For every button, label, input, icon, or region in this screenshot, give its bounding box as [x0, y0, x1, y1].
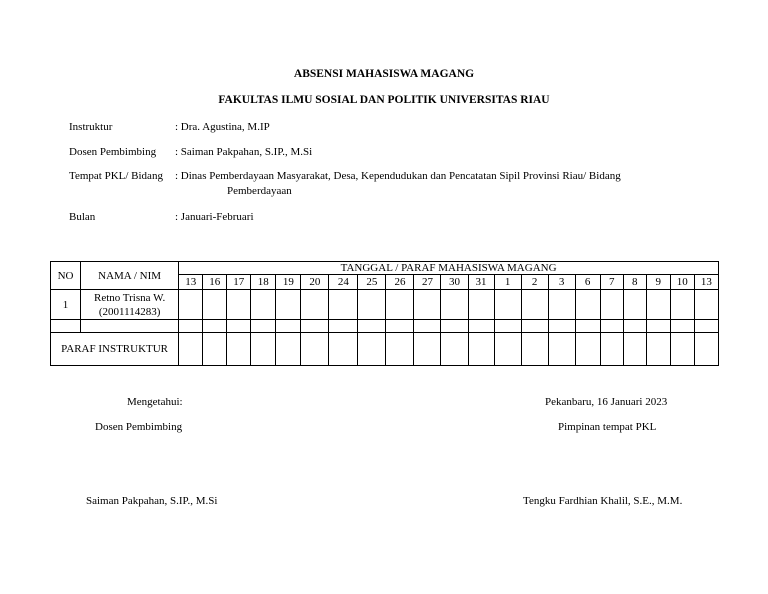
- row-no: 1: [51, 290, 81, 320]
- attendance-cell[interactable]: [276, 333, 301, 366]
- attendance-cell[interactable]: [203, 320, 227, 333]
- attendance-cell[interactable]: [203, 290, 227, 320]
- info-label: Tempat PKL/ Bidang: [69, 170, 163, 182]
- attendance-cell[interactable]: [414, 333, 441, 366]
- attendance-cell[interactable]: [646, 320, 670, 333]
- attendance-cell[interactable]: [179, 333, 203, 366]
- attendance-table: [50, 261, 719, 366]
- date-header-cell: 19: [276, 275, 301, 290]
- date-header-cell: 9: [646, 275, 670, 290]
- attendance-cell[interactable]: [623, 290, 646, 320]
- attendance-cell[interactable]: [521, 320, 548, 333]
- date-header-cell: 2: [521, 275, 548, 290]
- attendance-cell[interactable]: [670, 290, 694, 320]
- attendance-cell[interactable]: [441, 320, 468, 333]
- attendance-cell[interactable]: [386, 333, 414, 366]
- date-header-cell: 20: [301, 275, 329, 290]
- attendance-cell[interactable]: [494, 320, 521, 333]
- attendance-cell[interactable]: [329, 320, 358, 333]
- attendance-cell[interactable]: [575, 320, 600, 333]
- attendance-cell[interactable]: [179, 320, 203, 333]
- attendance-cell[interactable]: [329, 333, 358, 366]
- attendance-cell[interactable]: [521, 333, 548, 366]
- date-header-cell: 18: [251, 275, 276, 290]
- info-value-line1: : Dinas Pemberdayaan Masyarakat, Desa, Kependudukan dan Pencatatan Sipil Provinsi Riau/ Bidang: [175, 170, 621, 182]
- date-header-cell: 16: [203, 275, 227, 290]
- attendance-cell[interactable]: [179, 290, 203, 320]
- attendance-cell[interactable]: [623, 333, 646, 366]
- date-header-cell: 25: [358, 275, 386, 290]
- attendance-cell[interactable]: [276, 290, 301, 320]
- info-value-line2: Pemberdayaan: [227, 185, 292, 197]
- sig-right-place-date: Pekanbaru, 16 Januari 2023: [545, 396, 668, 408]
- date-header-cell: 3: [548, 275, 575, 290]
- info-value: [175, 169, 675, 199]
- table-row-blank: [51, 320, 719, 333]
- info-label: Bulan: [69, 211, 96, 223]
- sig-right-role: Pimpinan tempat PKL: [558, 421, 657, 433]
- info-label: Dosen Pembimbing: [69, 146, 157, 158]
- attendance-cell[interactable]: [276, 320, 301, 333]
- attendance-cell[interactable]: [600, 290, 623, 320]
- info-value: : Januari-Februari: [175, 211, 254, 223]
- attendance-cell[interactable]: [441, 290, 468, 320]
- date-header-cell: 27: [414, 275, 441, 290]
- blank-cell: [51, 320, 81, 333]
- attendance-cell[interactable]: [600, 320, 623, 333]
- info-value: : Dra. Agustina, M.IP: [175, 121, 270, 133]
- date-header-cell: 6: [575, 275, 600, 290]
- attendance-cell[interactable]: [358, 333, 386, 366]
- attendance-cell[interactable]: [548, 320, 575, 333]
- attendance-cell[interactable]: [203, 333, 227, 366]
- attendance-cell[interactable]: [468, 333, 494, 366]
- table-group-header-row: [51, 262, 719, 275]
- date-header-cell: 26: [386, 275, 414, 290]
- row-nama: [81, 290, 179, 320]
- date-header-cell: 10: [670, 275, 694, 290]
- group-header-tanggal: TANGGAL / PARAF MAHASISWA MAGANG: [179, 262, 719, 275]
- date-header-cell: 31: [468, 275, 494, 290]
- sig-left-name: Saiman Pakpahan, S.IP., M.Si: [86, 495, 218, 507]
- document-subtitle: FAKULTAS ILMU SOSIAL DAN POLITIK UNIVERSITAS RIAU: [218, 94, 550, 106]
- attendance-cell[interactable]: [670, 320, 694, 333]
- attendance-cell[interactable]: [386, 290, 414, 320]
- attendance-cell[interactable]: [227, 333, 251, 366]
- paraf-row: [51, 333, 719, 366]
- attendance-cell[interactable]: [227, 320, 251, 333]
- date-header-cell: 30: [441, 275, 468, 290]
- attendance-cell[interactable]: [251, 320, 276, 333]
- attendance-cell[interactable]: [575, 333, 600, 366]
- blank-cell: [81, 320, 179, 333]
- row-nama-nim: (2001114283): [98, 305, 161, 318]
- attendance-cell[interactable]: [414, 320, 441, 333]
- attendance-cell[interactable]: [414, 290, 441, 320]
- attendance-cell[interactable]: [301, 320, 329, 333]
- date-header-cell: 8: [623, 275, 646, 290]
- attendance-cell[interactable]: [468, 290, 494, 320]
- paraf-instruktur-label: PARAF INSTRUKTUR: [51, 333, 179, 366]
- info-value: : Saiman Pakpahan, S.IP., M.Si: [175, 146, 313, 158]
- attendance-cell[interactable]: [441, 333, 468, 366]
- attendance-cell[interactable]: [694, 290, 718, 320]
- date-header-cell: 7: [600, 275, 623, 290]
- attendance-cell[interactable]: [670, 333, 694, 366]
- col-header-no: NO: [51, 262, 81, 290]
- attendance-cell[interactable]: [251, 333, 276, 366]
- attendance-cell[interactable]: [694, 333, 718, 366]
- attendance-cell[interactable]: [301, 290, 329, 320]
- attendance-cell[interactable]: [623, 320, 646, 333]
- date-header-cell: 24: [329, 275, 358, 290]
- date-header-cell: 13: [694, 275, 718, 290]
- attendance-cell[interactable]: [329, 290, 358, 320]
- sig-left-role: Dosen Pembimbing: [95, 421, 183, 433]
- row-nama-name: Retno Trisna W.: [93, 291, 166, 304]
- col-header-nama: NAMA / NIM: [81, 262, 179, 290]
- attendance-cell[interactable]: [494, 290, 521, 320]
- document-title: ABSENSI MAHASISWA MAGANG: [293, 68, 475, 80]
- sig-left-intro: Mengetahui:: [127, 396, 183, 408]
- attendance-cell[interactable]: [386, 320, 414, 333]
- table-row: [51, 290, 719, 320]
- attendance-cell[interactable]: [548, 333, 575, 366]
- date-header-cell: 17: [227, 275, 251, 290]
- date-header-cell: 1: [494, 275, 521, 290]
- attendance-cell[interactable]: [468, 320, 494, 333]
- attendance-cell[interactable]: [548, 290, 575, 320]
- attendance-cell[interactable]: [575, 290, 600, 320]
- attendance-cell[interactable]: [358, 290, 386, 320]
- attendance-cell[interactable]: [694, 320, 718, 333]
- date-header-cell: 13: [179, 275, 203, 290]
- attendance-cell[interactable]: [301, 333, 329, 366]
- attendance-cell[interactable]: [600, 333, 623, 366]
- attendance-cell[interactable]: [494, 333, 521, 366]
- attendance-cell[interactable]: [251, 290, 276, 320]
- attendance-cell[interactable]: [646, 290, 670, 320]
- attendance-cell[interactable]: [646, 333, 670, 366]
- attendance-cell[interactable]: [358, 320, 386, 333]
- attendance-cell[interactable]: [521, 290, 548, 320]
- sig-right-name: Tengku Fardhian Khalil, S.E., M.M.: [523, 495, 683, 507]
- info-label: Instruktur: [69, 121, 113, 133]
- attendance-cell[interactable]: [227, 290, 251, 320]
